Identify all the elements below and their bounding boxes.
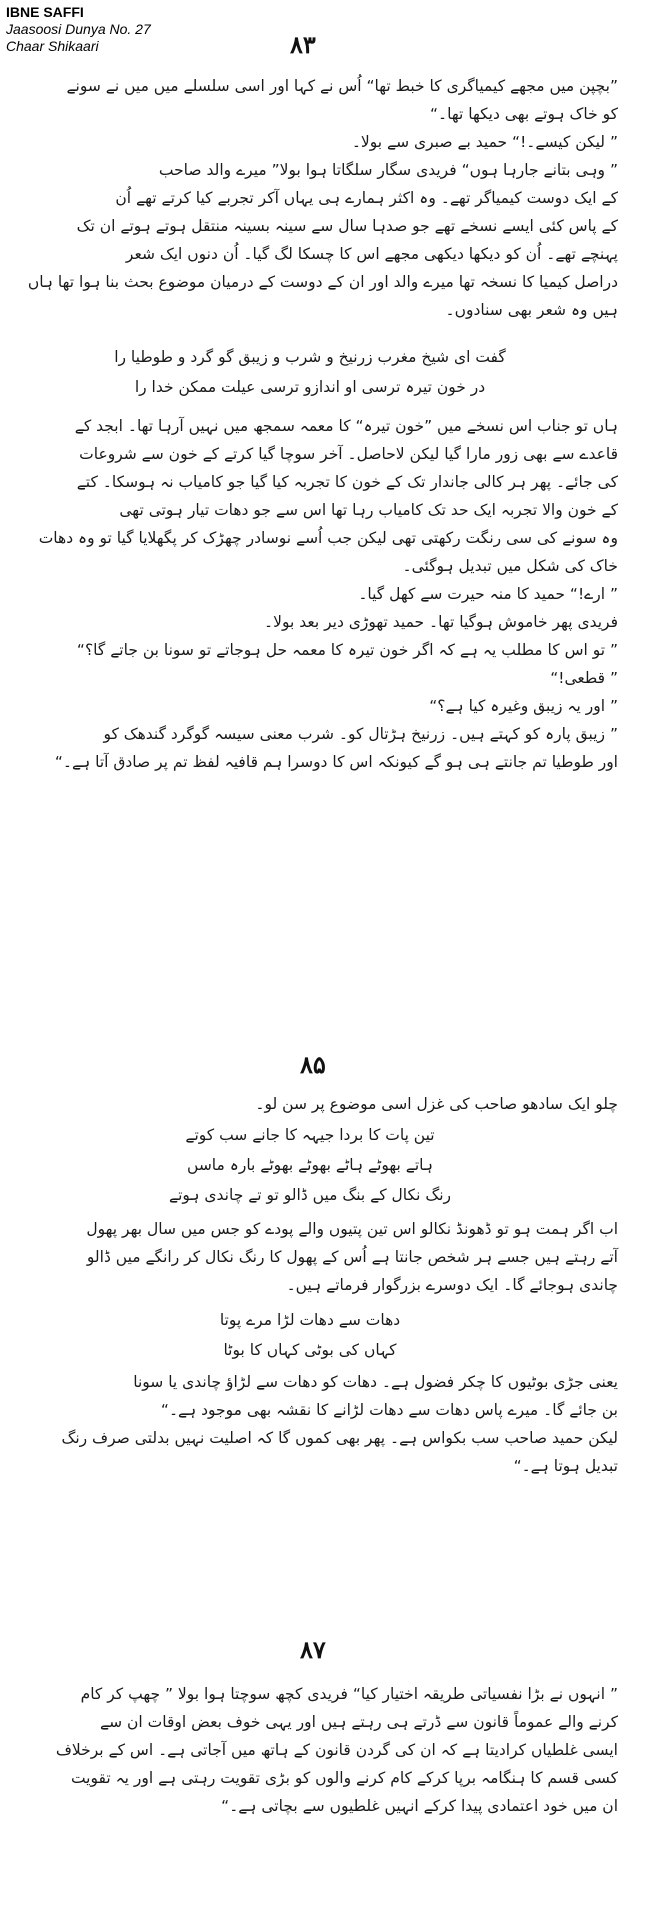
- page85-verse2: [80, 1305, 540, 1365]
- text-line: ” انہوں نے بڑا نفسیاتی طریقہ اختیار کیا“ فریدی کچھ سوچتا ہوا بولا ” چھپ کر کام: [80, 1685, 618, 1703]
- text-line: کے پاس کئی ایسے نسخے تھے جو صدہا سال سے سینہ بسینہ منتقل ہوتے ہوتے ان تک: [76, 217, 618, 235]
- text-line: ” لیکن کیسے۔!“ حمید بے صبری سے بولا۔: [351, 133, 618, 151]
- page83-paragraph2: [18, 412, 618, 776]
- page87-paragraph1: [18, 1680, 618, 1820]
- verse-line: تین پات کا بردا جیہہ کا جانے سب کوتے: [185, 1126, 435, 1144]
- verse-line: گفت ای شیخ مغرب زرنیخ و شرب و زیبق گو گرد و طوطیا را: [114, 348, 506, 366]
- text-line: کو خاک ہوتے بھی دیکھا تھا۔“: [430, 105, 618, 123]
- text-line: اور طوطیا تم جانتے ہی ہو گے کیونکہ اس کا دوسرا ہم قافیہ لفظ تم پر صادق آتا ہے۔“: [54, 753, 618, 771]
- book-title: Chaar Shikaari: [6, 38, 99, 54]
- text-line: ان میں خود اعتمادی پیدا کرکے انہیں غلطیوں سے بچاتی ہے۔“: [221, 1797, 618, 1815]
- text-line: ایسی غلطیاں کرادیتا ہے کہ ان کی گردن قانون کے ہاتھ میں آجاتی ہے۔ اس کے برخلاف: [55, 1741, 618, 1759]
- verse-line: کہاں کی بوٹی کہاں کا بوٹا: [223, 1341, 397, 1359]
- text-line: ہیں وہ شعر بھی سنادوں۔: [445, 301, 618, 319]
- text-line: قاعدے سے بھی زور مارا گیا لیکن لاحاصل۔ آخر سوچا گیا کرتے کے خون سے شروعات: [79, 445, 618, 463]
- text-line: دراصل کیمیا کا نسخہ تھا میرے والد اور ان کے دوست کے درمیان موضوع بحث بنا ہوا تھا ہاں: [27, 273, 618, 291]
- text-line: وہ سونے کی سی رنگت رکھتی تھی لیکن جب اُسے نوسادر چھڑک کر پگھلایا گیا تو وہ دھات: [38, 529, 618, 547]
- text-line: فریدی پھر خاموش ہوگیا تھا۔ حمید تھوڑی دیر بعد بولا۔: [264, 613, 618, 631]
- text-line: کی جائے۔ پھر ہر کالی جاندار تک کے خون کا تجربہ کیا گیا جو کامیاب نہ ہوسکا۔ کتے: [76, 473, 618, 491]
- text-line: ” وہی بتانے جارہا ہوں“ فریدی سگار سلگاتا ہوا بولا” میرے والد صاحب: [158, 161, 618, 179]
- text-line: ہاں تو جناب اس نسخے میں ”خون تیرہ“ کا معمہ سمجھ میں نہیں آرہا تھا۔ ابجد کے: [74, 417, 618, 435]
- text-line: ” قطعی!“: [550, 669, 618, 687]
- text-line: لیکن حمید صاحب سب بکواس ہے۔ پھر بھی کموں گا کہ اصلیت نہیں بدلتی صرف رنگ: [61, 1429, 618, 1447]
- text-line: پہنچے تھے۔ اُن کو دیکھا دیکھی مجھے اس کا چسکا لگ گیا۔ اُن دنوں ایک شعر: [125, 245, 618, 263]
- page85-paragraph2: [18, 1368, 618, 1480]
- text-line: کسی قسم کا ہنگامہ برپا کرکے کام کرنے والوں کو بڑی تقویت رہتی ہے اور یہ تقویت: [70, 1769, 618, 1787]
- page85-intro: چلو ایک سادھو صاحب کی غزل اسی موضوع پر سن لو۔: [255, 1095, 618, 1113]
- text-line: اب اگر ہمت ہو تو ڈھونڈ نکالو اس تین پتیوں والے پودے کو جس میں سال بھر پھول: [86, 1220, 618, 1238]
- text-line: چاندی ہوجائے گا۔ ایک دوسرے بزرگوار فرماتے ہیں۔: [286, 1276, 618, 1294]
- text-line: کرنے والے عموماً قانون سے ڈرتے ہی رہتے ہیں اور یہی خوف بعض اوقات ان سے: [100, 1713, 618, 1731]
- text-line: تبدیل ہوتا ہے۔“: [513, 1457, 618, 1475]
- page85-verse1: [80, 1120, 540, 1210]
- page83-verse: [40, 342, 580, 402]
- page-number-85: ۸۵: [300, 1050, 326, 1079]
- author-name: IBNE SAFFI: [6, 4, 84, 20]
- series-name: Jaasoosi Dunya No. 27: [6, 21, 151, 37]
- page-number-87: ۸۷: [300, 1635, 326, 1664]
- text-line: ” تو اس کا مطلب یہ ہے کہ اگر خون تیرہ کا معمہ حل ہوجاتے تو سونا بن جاتے گا؟“: [76, 641, 618, 659]
- text-line: کے خون والا تجربہ ایک حد تک کامیاب رہا تھا اس سے جو دھات تیار ہوتی تھی: [119, 501, 618, 519]
- text-line: ” ارے!“ حمید کا منہ حیرت سے کھل گیا۔: [358, 585, 618, 603]
- verse-line: دھات سے دھات لڑا مرے پوتا: [219, 1311, 401, 1329]
- page83-paragraph1: [18, 72, 618, 324]
- text-line: یعنی جڑی بوٹیوں کا چکر فضول ہے۔ دھات کو دھات سے لڑاؤ چاندی یا سونا: [133, 1373, 618, 1391]
- verse-line: در خون تیرہ ترسی او اندازو ترسی عیلت ممکن خدا را: [134, 378, 486, 396]
- text-line: کے ایک دوست کیمیاگر تھے۔ وہ اکثر ہمارے ہی یہاں آکر تجربے کیا کرتے تھے اُن: [115, 189, 618, 207]
- text-line: آتے رہتے ہیں جسے ہر شخص جانتا ہے اُس کے پھول کا رنگ نکال کر رانگے میں ڈالو: [86, 1248, 618, 1266]
- text-line: خاک کی شکل میں تبدیل ہوگئی۔: [402, 557, 618, 575]
- verse-line: رنگ نکال کے بنگ میں ڈالو تو تے چاندی ہوتے: [168, 1186, 451, 1204]
- document-header: [6, 4, 151, 55]
- text-line: ” اور یہ زیبق وغیرہ کیا ہے؟“: [429, 697, 618, 715]
- text-line: ” زیبق پارہ کو کہتے ہیں۔ زرنیخ ہڑتال کو۔ شرب معنی سیسہ گوگرد گندھک کو: [103, 725, 618, 743]
- text-line: ”بچپن میں مجھے کیمیاگری کا خبط تھا“ اُس نے کہا اور اسی سلسلے میں میں نے سونے: [66, 77, 618, 95]
- verse-line: ہاتے بھوٹے ہاٹے بھوٹے بھوٹے بارہ ماسں: [187, 1156, 433, 1174]
- page-number-83: ۸۳: [290, 30, 316, 59]
- text-line: بن جائے گا۔ میرے پاس دھات سے دھات لڑانے کا نقشہ بھی موجود ہے۔“: [160, 1401, 618, 1419]
- page85-paragraph1: [18, 1215, 618, 1299]
